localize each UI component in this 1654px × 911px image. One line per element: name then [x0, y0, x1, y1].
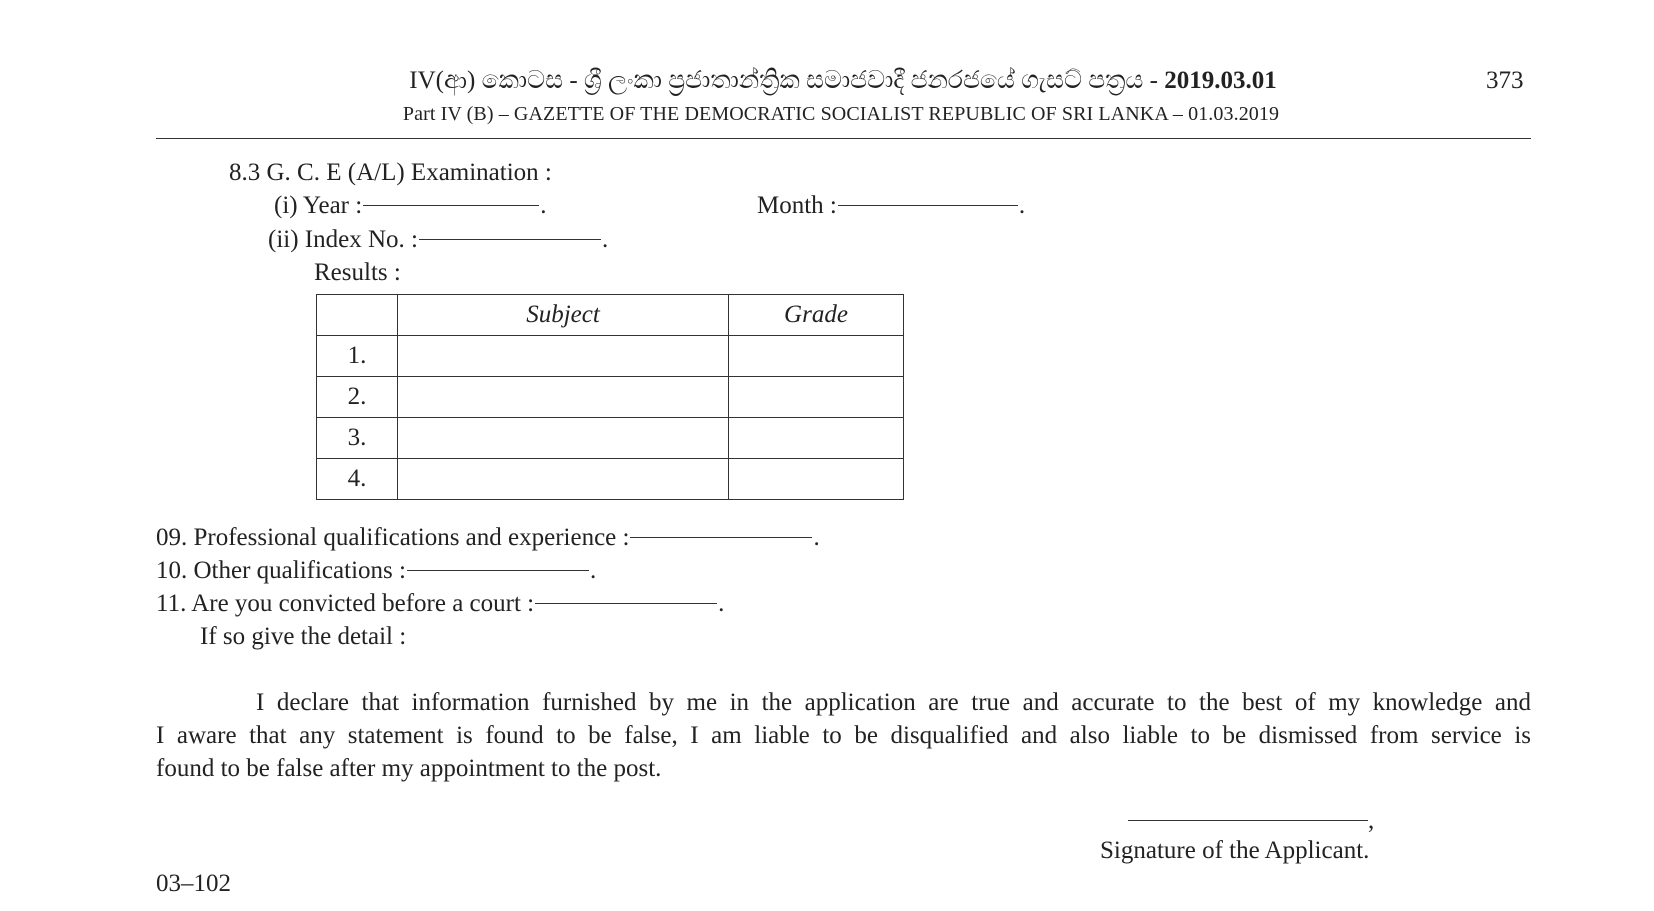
- month-field[interactable]: [838, 205, 1018, 206]
- signature-label: Signature of the Applicant.: [1100, 837, 1370, 864]
- item-11-row: [156, 589, 724, 619]
- grade-cell[interactable]: [729, 336, 904, 377]
- results-header-row: [317, 295, 904, 336]
- section-8-3-heading: 8.3 G. C. E (A/L) Examination :: [229, 159, 552, 186]
- row-number: 4.: [317, 459, 398, 500]
- table-row: [317, 377, 904, 418]
- results-header-grade: Grade: [729, 295, 904, 336]
- grade-cell[interactable]: [729, 377, 904, 418]
- row-number: 3.: [317, 418, 398, 459]
- grade-cell[interactable]: [729, 418, 904, 459]
- page-number: 373: [1486, 67, 1524, 94]
- signature-comma: ,: [1368, 807, 1375, 834]
- declaration-line-1: I declare that information furnished by me in the application are true and accurate to the best of my knowledge and: [256, 689, 1531, 716]
- subject-cell[interactable]: [398, 336, 729, 377]
- reference-number: 03–102: [156, 870, 231, 897]
- month-period: .: [1018, 192, 1026, 219]
- year-field[interactable]: [363, 205, 539, 206]
- item-11-label: 11. Are you convicted before a court :: [156, 590, 535, 617]
- year-row: [274, 191, 546, 221]
- table-row: [317, 459, 904, 500]
- results-table: [316, 294, 904, 500]
- item-11-detail-label: If so give the detail :: [200, 623, 407, 650]
- header-date-sinhala: 2019.03.01: [1164, 67, 1277, 94]
- subject-cell[interactable]: [398, 377, 729, 418]
- signature-field[interactable]: [1128, 820, 1368, 821]
- item-10-label: 10. Other qualifications :: [156, 557, 406, 584]
- year-period: .: [540, 192, 547, 219]
- table-row: [317, 336, 904, 377]
- header-rule: [156, 138, 1531, 139]
- header-title-sinhala-text: IV(ආ) කොටස - ශ්‍රී ලංකා ප්‍රජාතාන්ත්‍රික සමාජවාදී ජනරජයේ ගැසට් පත්‍රය -: [409, 67, 1158, 94]
- professional-qualifications-field[interactable]: [630, 537, 812, 538]
- header-title-sinhala: [362, 66, 1324, 96]
- table-row: [317, 418, 904, 459]
- item-09-period: .: [813, 524, 820, 551]
- index-period: .: [601, 226, 609, 253]
- row-number: 2.: [317, 377, 398, 418]
- declaration-paragraph: [156, 686, 1531, 785]
- row-number: 1.: [317, 336, 398, 377]
- item-10-row: [156, 556, 596, 586]
- month-row: [757, 191, 1025, 221]
- other-qualifications-field[interactable]: [407, 570, 589, 571]
- year-label: (i) Year :: [274, 192, 363, 219]
- court-conviction-field[interactable]: [535, 603, 717, 604]
- results-header-subject: Subject: [398, 295, 729, 336]
- month-label: Month :: [757, 192, 837, 219]
- declaration-line-3: found to be false after my appointment to the post.: [156, 755, 662, 782]
- grade-cell[interactable]: [729, 459, 904, 500]
- item-11-period: .: [718, 590, 725, 617]
- results-header-number: [317, 295, 398, 336]
- declaration-line-2: I aware that any statement is found to be false, I am liable to be disqualified and also liable to be dismissed from service is: [156, 722, 1531, 749]
- index-row: [268, 225, 608, 255]
- subject-cell[interactable]: [398, 418, 729, 459]
- item-09-row: [156, 523, 820, 553]
- header-title-english: Part IV (B) – GAZETTE OF THE DEMOCRATIC SOCIALIST REPUBLIC OF SRI LANKA – 01.03.2019: [402, 103, 1280, 125]
- subject-cell[interactable]: [398, 459, 729, 500]
- results-label: Results :: [314, 259, 401, 286]
- index-label: (ii) Index No. :: [268, 226, 418, 253]
- item-10-period: .: [589, 557, 597, 584]
- index-field[interactable]: [419, 239, 601, 240]
- item-09-label: 09. Professional qualifications and experience :: [156, 524, 630, 551]
